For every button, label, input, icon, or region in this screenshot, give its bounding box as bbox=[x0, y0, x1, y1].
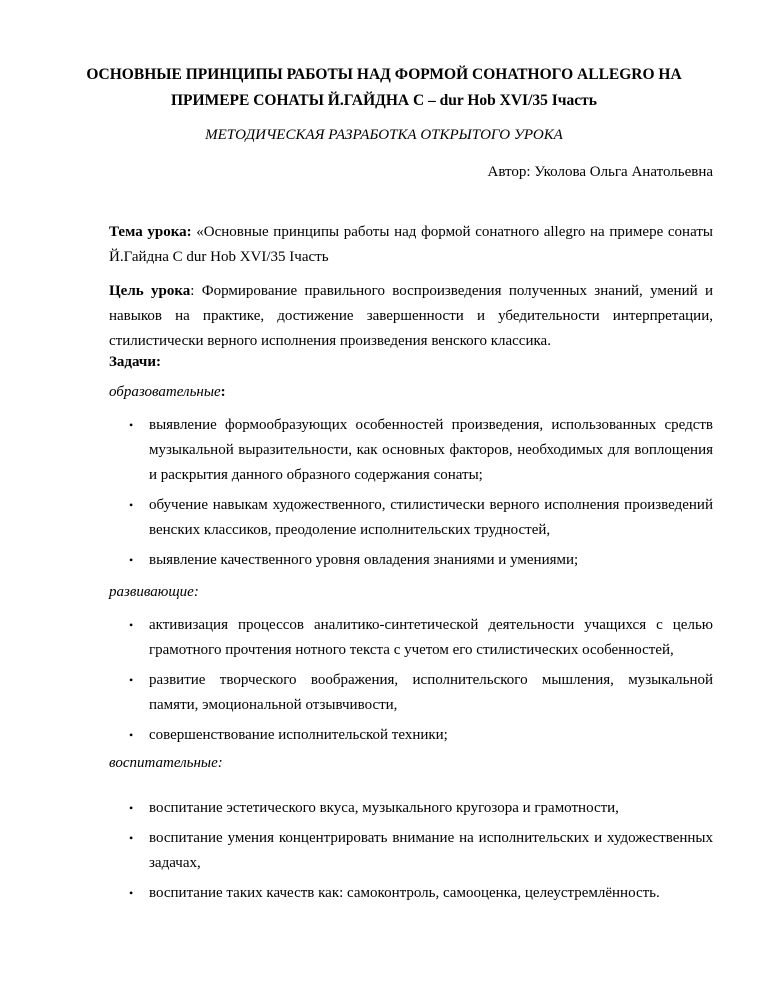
bullet-icon: • bbox=[129, 618, 134, 632]
bullet-icon: • bbox=[129, 831, 134, 845]
upbringing-heading: воспитательные: bbox=[109, 755, 223, 771]
title-line-2: ПРИМЕРЕ СОНАТЫ Й.ГАЙДНА С – dur Hob XVI/35 Iчасть bbox=[171, 92, 597, 109]
educational-list bbox=[109, 413, 713, 578]
bullet-icon: • bbox=[129, 498, 134, 512]
bullet-icon: • bbox=[129, 553, 134, 567]
topic-paragraph bbox=[109, 220, 713, 270]
list-item: • воспитание таких качеств как: самоконтроль, самооценка, целеустремлённость. bbox=[109, 881, 713, 906]
document-title bbox=[0, 62, 768, 114]
upbringing-list bbox=[109, 796, 713, 911]
list-item: • развитие творческого воображения, исполнительского мышления, музыкальной памяти, эмоциональной отзывчивости, bbox=[109, 668, 713, 718]
topic-label: Тема урока: bbox=[109, 224, 192, 240]
goal-label: Цель урока bbox=[109, 283, 191, 299]
bullet-icon: • bbox=[129, 728, 134, 742]
educational-label: образовательные bbox=[109, 384, 221, 400]
document-subtitle: МЕТОДИЧЕСКАЯ РАЗРАБОТКА ОТКРЫТОГО УРОКА bbox=[205, 127, 563, 143]
tasks-heading: Задачи: bbox=[109, 354, 162, 370]
educational-heading bbox=[109, 384, 226, 401]
list-item: • воспитание эстетического вкуса, музыкального кругозора и грамотности, bbox=[109, 796, 713, 821]
goal-paragraph bbox=[109, 279, 713, 354]
list-item: • совершенствование исполнительской техники; bbox=[109, 723, 713, 748]
list-item: • выявление формообразующих особенностей произведения, использованных средств музыкальной выразительности, как основных факторов, необходимых для воплощения и раскрытия данного образного содержания сонаты; bbox=[109, 413, 713, 488]
topic-text: «Основные принципы работы над формой сонатного allegro на примере сонаты Й.Гайдна C dur Hob XVI/35 Iчасть bbox=[109, 224, 713, 265]
title-line-1: ОСНОВНЫЕ ПРИНЦИПЫ РАБОТЫ НАД ФОРМОЙ СОНАТНОГО ALLEGRO НА bbox=[86, 66, 682, 83]
bullet-icon: • bbox=[129, 886, 134, 900]
list-item: • выявление качественного уровня овладения знаниями и умениями; bbox=[109, 548, 713, 573]
list-item: • активизация процессов аналитико-синтетической деятельности учащихся с целью грамотного прочтения нотного текста с учетом его стилистических особенностей, bbox=[109, 613, 713, 663]
goal-text: : Формирование правильного воспроизведения полученных знаний, умений и навыков на практике, достижение завершенности и убедительности интерпретации, стилистически верного исполнения произведения венского классика. bbox=[109, 283, 713, 349]
developing-heading: развивающие: bbox=[109, 584, 199, 600]
bullet-icon: • bbox=[129, 418, 134, 432]
educational-colon: : bbox=[220, 384, 226, 400]
developing-list bbox=[109, 613, 713, 753]
bullet-icon: • bbox=[129, 673, 134, 687]
bullet-icon: • bbox=[129, 801, 134, 815]
list-item: • воспитание умения концентрировать внимание на исполнительских и художественных задачах, bbox=[109, 826, 713, 876]
list-item: • обучение навыкам художественного, стилистически верного исполнения произведений венских классиков, преодоление исполнительских трудностей, bbox=[109, 493, 713, 543]
author-line: Автор: Уколова Ольга Анатольевна bbox=[487, 164, 713, 180]
